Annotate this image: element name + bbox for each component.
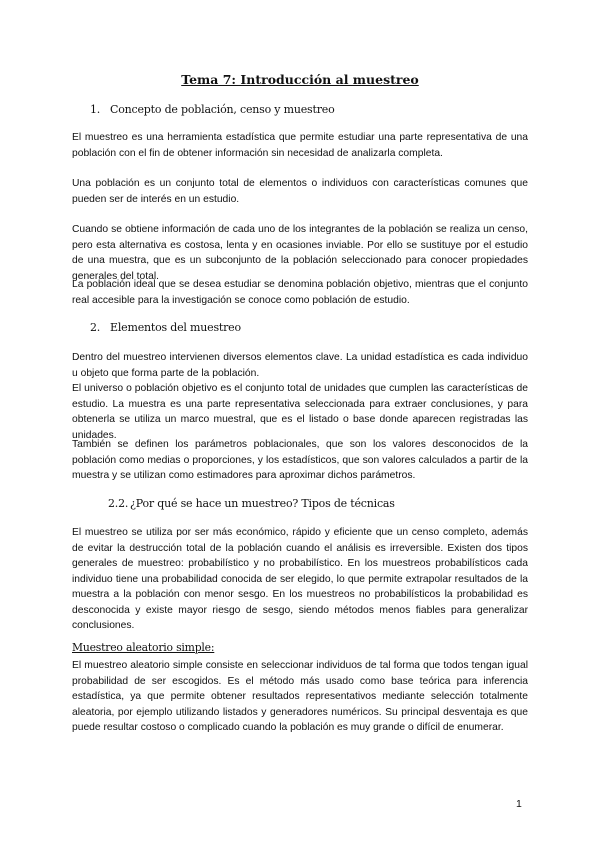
section-1-title: Concepto de población, censo y muestreo [110, 103, 335, 116]
paragraph: El muestreo aleatorio simple consiste en seleccionar individuos de tal forma que todos tengan igual probabilidad de ser escogidos. Es el método más usado como base teórica para inferencia estadística, ya que permite obtener resultados representativos mediante selección totalmente aleatoria, por ejemplo utilizando listados y generadores numéricos. Su principal desventaja es que puede resultar costoso o complicado cuando la población es muy grande o difícil de enumerar. [72, 660, 528, 733]
section-2-heading [90, 321, 241, 334]
section-1-number: 1. [90, 103, 101, 116]
paragraph: También se definen los parámetros poblacionales, que son los valores desconocidos de la población como medias o proporciones, y los estadísticos, que son valores calculados a partir de la muestra y se utilizan como estimadores para aproximar dichos parámetros. [72, 439, 528, 481]
page-title: Tema 7: Introducción al muestreo [181, 72, 419, 87]
paragraph: El muestreo es una herramienta estadística que permite estudiar una parte representativa de una población con el fin de obtener información sin necesidad de analizarla completa. [72, 132, 528, 159]
paragraph: El universo o población objetivo es el conjunto total de unidades que cumplen las características de estudio. La muestra es una parte representativa seleccionada para extraer conclusiones, y para obtenerla se utiliza un marco muestral, que es el listado o base donde aparecen registradas las unidades. [72, 383, 528, 441]
paragraph: La población ideal que se desea estudiar se denomina población objetivo, mientras que el conjunto real accesible para la investigación se conoce como población de estudio. [72, 279, 528, 306]
section-2-2-title: ¿Por qué se hace un muestreo? Tipos de técnicas [130, 497, 395, 510]
section-2-2-heading [108, 497, 395, 510]
section-2-number: 2. [90, 321, 101, 334]
paragraph: El muestreo se utiliza por ser más económico, rápido y eficiente que un censo completo, además de evitar la destrucción total de la población cuando el análisis es irreversible. Existen dos tipos generales de muestreo: probabilístico y no probabilístico. En los muestreos probabilísticos cada individuo tiene una probabilidad conocida de ser elegido, lo que permite extrapolar resultados de la muestra a la población con menor sesgo. En los muestreos no probabilísticos la probabilidad es desconocida y existe mayor riesgo de sesgo, siendo métodos menos fiables para generalizar conclusiones. [72, 527, 528, 631]
paragraph: Cuando se obtiene información de cada uno de los integrantes de la población se realiza un censo, pero esta alternativa es costosa, lenta y en ocasiones inviable. Por ello se sustituye por el estudio de una muestra, que es un subconjunto de la población seleccionado para conocer propiedades generales del total. [72, 224, 528, 282]
paragraph: Una población es un conjunto total de elementos o individuos con características comunes que pueden ser de interés en un estudio. [72, 178, 528, 205]
section-2-2-number: 2.2. [108, 497, 129, 510]
subheading: Muestreo aleatorio simple: [72, 641, 215, 654]
section-1-heading [90, 103, 335, 116]
section-2-title: Elementos del muestreo [110, 321, 241, 334]
paragraph: Dentro del muestreo intervienen diversos elementos clave. La unidad estadística es cada individuo u objeto que forma parte de la población. [72, 352, 528, 379]
page-number: 1 [516, 798, 522, 810]
